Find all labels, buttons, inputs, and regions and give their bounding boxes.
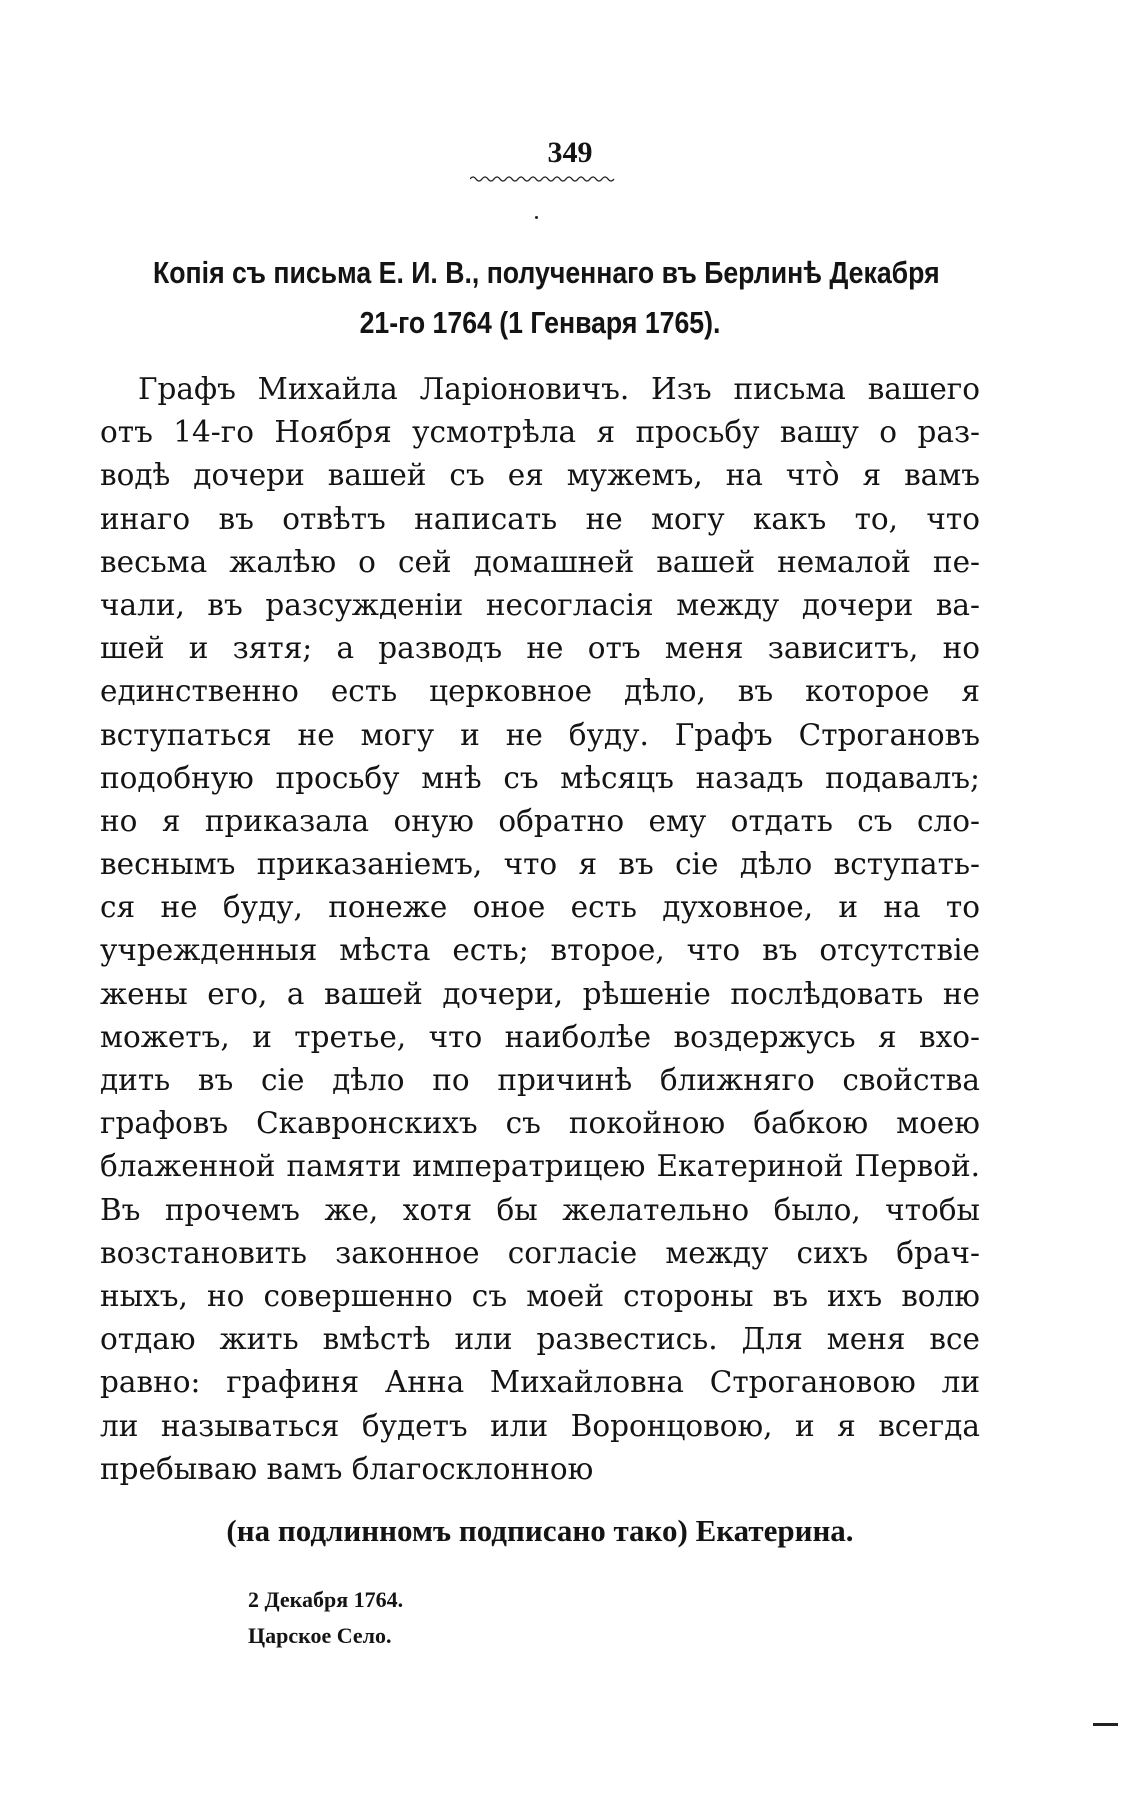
decorative-dot [535, 216, 538, 219]
letter-line: можетъ, и третье, что наиболѣе воздержусь я вхо- [100, 1019, 980, 1054]
letter-line: чали, въ разсужденіи несогласія между дочери ва- [100, 587, 980, 622]
title-line-1: Копія съ письма Е. И. В., полученнаго въ Берлинѣ Декабря [153, 255, 940, 290]
dateline [248, 1582, 403, 1654]
letter-line: веснымъ приказаніемъ, что я въ сіе дѣло вступать- [100, 847, 980, 882]
letter-place: Царское Село. [248, 1623, 392, 1648]
title-line-2: 21-го 1764 (1 Генваря 1765). [359, 305, 721, 340]
letter-title [153, 248, 940, 348]
letter-line: блаженной памяти императрицею Екатериной Первой. [100, 1149, 980, 1184]
letter-line: Въ прочемъ же, хотя бы желательно было, чтобы [100, 1192, 980, 1227]
page-number: 349 [547, 136, 593, 169]
margin-mark [1093, 1723, 1118, 1726]
letter-date: 2 Декабря 1764. [248, 1587, 404, 1612]
letter-line: ныхъ, но совершенно съ моей стороны въ ихъ волю [100, 1278, 980, 1313]
letter-line: но я приказала оную обратно ему отдать съ сло- [100, 803, 980, 838]
letter-line: отдаю жить вмѣстѣ или развестись. Для меня все [100, 1322, 980, 1357]
letter-line: весьма жалѣю о сей домашней вашей немалой пе- [100, 544, 980, 579]
letter-line: равно: графиня Анна Михайловна Строгановою ли [100, 1365, 980, 1400]
letter-line: инаго въ отвѣтъ написать не могу какъ то, что [100, 501, 980, 536]
letter-body [100, 368, 980, 1491]
letter-line: дить въ сіе дѣло по причинѣ ближняго свойства [100, 1063, 980, 1097]
letter-line: единственно есть церковное дѣло, въ которое я [100, 674, 980, 709]
letter-line: учрежденныя мѣста есть; второе, что въ отсутствіе [100, 933, 980, 968]
letter-line: жены его, а вашей дочери, рѣшеніе послѣдовать не [100, 976, 980, 1011]
letter-line: вступаться не могу и не буду. Графъ Строгановъ [100, 717, 980, 752]
letter-line: шей и зятя; а разводъ не отъ меня зависитъ, но [100, 631, 980, 666]
letter-line: пребываю вамъ благосклонною [100, 1451, 594, 1486]
letter-line: подобную просьбу мнѣ съ мѣсяцъ назадъ подавалъ; [100, 760, 980, 795]
letter-line: ся не буду, понеже оное есть духовное, и на то [100, 890, 980, 925]
letter-line: Графъ Михайла Ларіоновичъ. Изъ письма вашего [138, 372, 980, 406]
letter-line: водѣ дочери вашей съ ея мужемъ, на чтò я вамъ [100, 458, 980, 493]
signature-line: (на подлинномъ подписано тако) Екатерина. [226, 1513, 854, 1548]
letter-line: графовъ Скавронскихъ съ покойною бабкою моею [100, 1106, 980, 1141]
letter-line: отъ 14-го Ноября усмотрѣла я просьбу вашу о раз- [100, 415, 980, 450]
wavy-ornament [470, 174, 615, 184]
letter-line: ли называться будетъ или Воронцовою, и я всегда [100, 1408, 980, 1443]
letter-line: возстановить законное согласіе между сихъ брач- [100, 1235, 980, 1270]
